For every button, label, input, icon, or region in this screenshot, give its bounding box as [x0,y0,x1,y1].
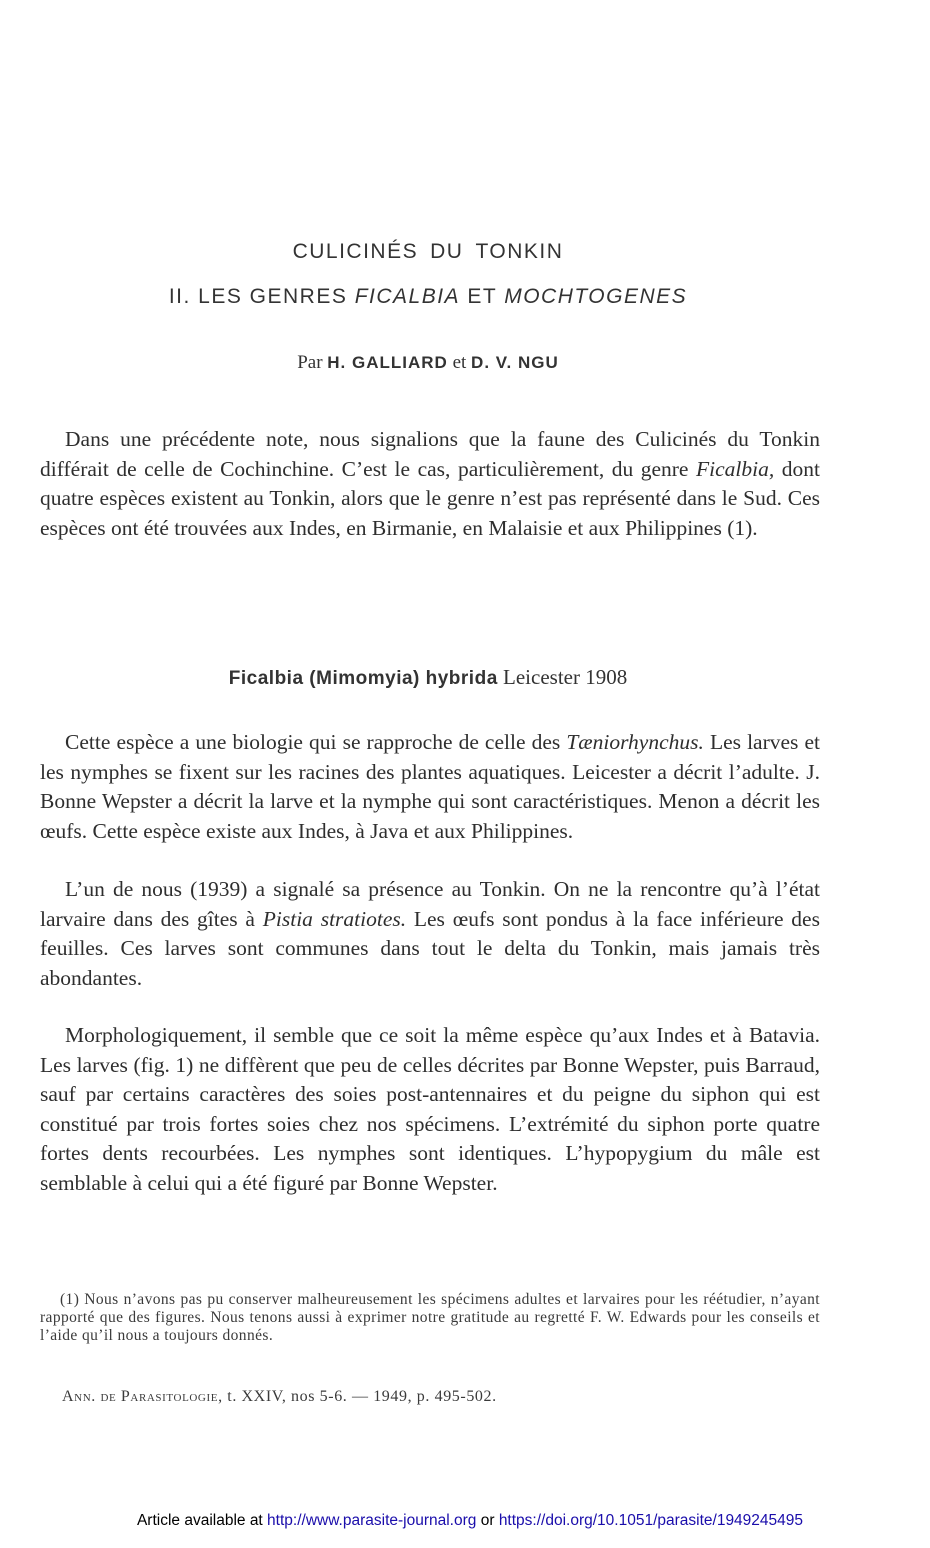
title-word-tonkin: TONKIN [475,240,564,263]
parasite-journal-link[interactable]: http://www.parasite-journal.org [267,1512,477,1529]
p3-species: Pistia stratiotes. [262,906,407,931]
species-authority: Leicester 1908 [497,665,628,689]
intro-paragraph [40,425,820,543]
footer-or: or [476,1512,499,1529]
body-paragraph-1 [40,728,820,846]
section-heading [0,665,856,690]
journal-citation [62,1388,497,1406]
byline-et: et [447,352,472,373]
author-ngu: D. V. NGU [471,353,559,372]
journal-name: Ann. de Parasitologie, [62,1388,223,1405]
article-title-line2 [0,285,856,309]
intro-genus: Ficalbia, [696,456,775,481]
article-title-line1 [0,240,856,264]
body-paragraph-2 [40,875,820,993]
article-availability-footer [0,1512,930,1530]
p3-text-a: L’un de nous (1939) a signalé sa présence au Tonkin. On ne la rencontre qu’à l’état larvaire dans des gîtes à [40,877,820,931]
author-byline [0,352,856,374]
footer-prefix: Article available at [136,1512,268,1529]
p2-genus: Tæniorhynchus. [566,730,704,754]
doi-link[interactable]: https://doi.org/10.1051/parasite/1949245495 [498,1512,804,1529]
title-word-culicines: CULICINÉS [292,240,419,263]
author-galliard: H. GALLIARD [327,353,448,372]
p3-text-b: Les œufs sont pondus à la face inférieure des feuilles. Ces larves sont communes dans tout le delta du Tonkin, mais jamais très abondantes. [40,906,820,990]
p2-text-a: Cette espèce a une biologie qui se rapproche de celle des [65,730,567,754]
intro-text-b: dont quatre espèces existent au Tonkin, alors que le genre n’est pas représenté dans le Sud. Ces espèces ont été trouvées aux Indes, en Birmanie, en Malaisie et aux Philippines (1). [40,456,820,540]
title2-prefix: II. LES GENRES [168,285,355,308]
title2-genus-mochtogenes: MOCHTOGENES [504,285,688,308]
p2-text-b: Les larves et les nymphes se fixent sur les racines des plantes aquatiques. Leicester a décrit l’adulte. J. Bonne Wepster a décrit la larve et la nymphe qui sont caractéristiques. Menon a décrit les œufs. Cette espèce existe aux Indes, à Java et aux Philippines. [40,730,820,843]
footnote: (1) Nous n’avons pas pu conserver malheureusement les spécimens adultes et larvaires pour les réétudier, n’ayant rapporté que des figures. Nous tenons aussi à exprimer notre gratitude au regretté F. W. Edwards pour les conseils et l’aide qu’il nous a toujours donnés. [40,1291,820,1344]
title-word-du: DU [430,240,464,263]
species-name: Ficalbia (Mimomyia) hybrida [228,668,498,689]
title2-et: ET [460,285,505,308]
intro-text-a: Dans une précédente note, nous signalions que la faune des Culicinés du Tonkin différait de celle de Cochinchine. C’est le cas, particulièrement, du genre [40,427,820,481]
byline-par: Par [297,352,328,373]
body-paragraph-3: Morphologiquement, il semble que ce soit la même espèce qu’aux Indes et à Batavia. Les larves (fig. 1) ne diffèrent que peu de celles décrites par Bonne Wepster, puis Barraud, sauf par certains caractères des soies post-antennaires et du peigne du siphon qui est constitué par trois fortes soies chez nos spécimens. L’extrémité du siphon porte quatre fortes dents recourbées. Les nymphes sont identiques. L’hypopygium du mâle est semblable à celui qui a été figuré par Bonne Wepster. [40,1023,820,1195]
journal-details: t. XXIV, nos 5-6. — 1949, p. 495-502. [222,1388,497,1405]
title2-genus-ficalbia: FICALBIA [354,285,461,308]
